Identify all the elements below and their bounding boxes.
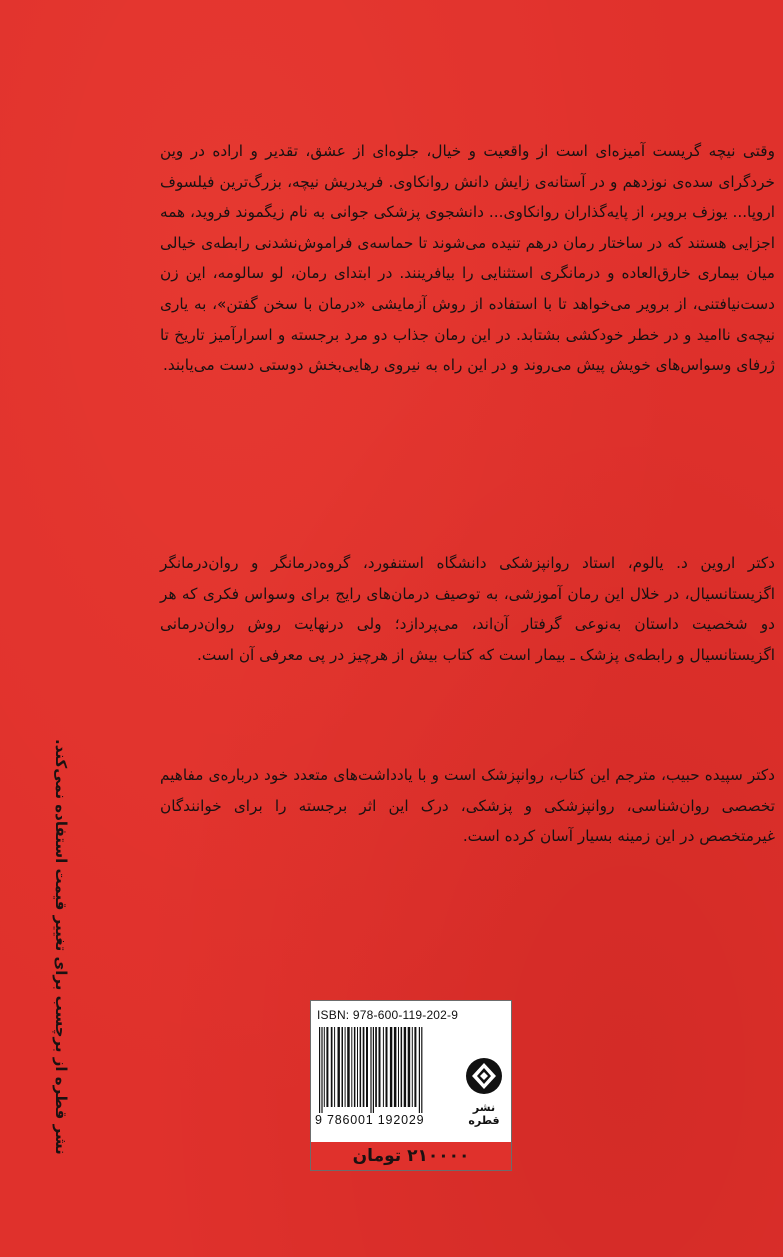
blurb-paragraph-2: دکتر اروین د. یالوم، استاد روانپزشکی دانشگاه استنفورد، گروه‌درمانگر و روان‌درمانگر اگزیستانسیال، در خلال این رمان آموزشی، به توصیف درمان‌های رایج برای وسواس فکری که هر دو شخصیت داستان به‌نوعی گرفتار آن‌اند، می‌پردازد؛ ولی درنهایت روش روان‌درمانی اگزیستانسیال و رابطه‌ی پزشک ـ بیمار است که کتاب بیش از هرچیز در پی معرفی آن است. [160,554,775,664]
price-label-notice: نشر قطره از برچسب برای تغییر قیمت استفاده نمی‌کند. [52,739,70,1155]
publisher-name: نشر قطره [468,1101,500,1127]
barcode-icon [317,1027,459,1113]
blurb-paragraph-3: دکتر سپیده حبیب، مترجم این کتاب، روانپزشک است و با یادداشت‌های متعدد خود درباره‌ی مفاهیم تخصصی روان‌شناسی، روانپزشکی و پزشکی، درک این اثر برجسته را برای خوانندگان غیرمتخصص در این زمینه بسیار آسان کرده است. [160,766,775,846]
blurb-paragraph-1: وقتی نیچه گریست آمیزه‌ای است از واقعیت و خیال، جلوه‌ای از عشق، تقدیر و اراده در وین خردگرای سده‌ی نوزدهم و در آستانه‌ی زایش دانش روانکاوی. فریدریش نیچه، بزرگ‌ترین فیلسوف اروپا... یوزف برویر، از پایه‌گذاران روانکاوی... دانشجوی پزشکی جوانی به نام زیگموند فروید، همه اجزایی هستند که در ساختار رمان درهم تنیده می‌شوند تا حماسه‌ی فراموش‌نشدنی رابطه‌ی خیالی میان بیماری خارق‌العاده و درمانگری استثنایی را بیافرینند. در ابتدای رمان، لو سالومه، این زن دست‌نیافتنی، از برویر می‌خواهد تا با استفاده از روش آزمایشی «درمان با سخن گفتن»، به یاری نیچه‌ی ناامید و در خطر خودکشی بشتابد. در این رمان جذاب دو مرد برجسته و اسرارآمیز تاریخ تا ژرفای وسواس‌های خویش پیش می‌روند و در این راه به نیروی رهایی‌بخش دوستی دست می‌یابند. [160,142,775,375]
publisher-logo [463,1033,505,1133]
price-panel [310,1142,512,1171]
ean-digits: 9 786001 192029 [315,1113,425,1127]
price-text: ۲۱۰۰۰۰ تومان [352,1146,470,1166]
isbn-text: ISBN: 978-600-119-202-9 [317,1008,459,1022]
publisher-logo-icon [465,1057,503,1095]
barcode-panel [310,1000,512,1144]
